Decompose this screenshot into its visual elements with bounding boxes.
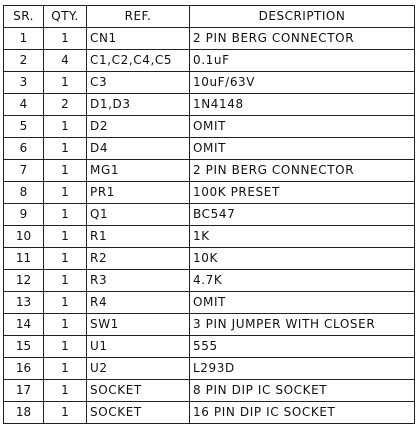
cell-ref: MG1	[87, 160, 190, 182]
cell-description: 8 PIN DIP IC SOCKET	[190, 380, 415, 402]
cell-ref: D2	[87, 116, 190, 138]
cell-qty: 4	[44, 50, 87, 72]
table-row	[4, 336, 415, 358]
cell-description: 1N4148	[190, 94, 415, 116]
cell-qty: 1	[44, 380, 87, 402]
header-description: DESCRIPTION	[190, 6, 415, 28]
cell-qty: 1	[44, 28, 87, 50]
cell-sr: 14	[4, 314, 44, 336]
cell-description: 2 PIN BERG CONNECTOR	[190, 160, 415, 182]
cell-qty: 1	[44, 204, 87, 226]
cell-sr: 9	[4, 204, 44, 226]
cell-ref: PR1	[87, 182, 190, 204]
cell-sr: 12	[4, 270, 44, 292]
cell-description: 3 PIN JUMPER WITH CLOSER	[190, 314, 415, 336]
table-row	[4, 182, 415, 204]
parts-list-table	[3, 5, 415, 424]
cell-qty: 1	[44, 248, 87, 270]
cell-description: 555	[190, 336, 415, 358]
cell-description: 2 PIN BERG CONNECTOR	[190, 28, 415, 50]
cell-qty: 1	[44, 72, 87, 94]
table-row	[4, 116, 415, 138]
table-row	[4, 50, 415, 72]
cell-description: 4.7K	[190, 270, 415, 292]
cell-qty: 1	[44, 402, 87, 424]
cell-ref: D4	[87, 138, 190, 160]
cell-ref: SW1	[87, 314, 190, 336]
cell-qty: 1	[44, 226, 87, 248]
table-row	[4, 292, 415, 314]
table-row	[4, 358, 415, 380]
cell-ref: R1	[87, 226, 190, 248]
table-header-row	[4, 6, 415, 28]
table-row	[4, 72, 415, 94]
table-row	[4, 248, 415, 270]
cell-qty: 1	[44, 358, 87, 380]
cell-sr: 16	[4, 358, 44, 380]
table-body	[4, 28, 415, 424]
cell-ref: R3	[87, 270, 190, 292]
cell-sr: 5	[4, 116, 44, 138]
cell-description: 0.1uF	[190, 50, 415, 72]
cell-description: OMIT	[190, 292, 415, 314]
cell-sr: 8	[4, 182, 44, 204]
cell-ref: C3	[87, 72, 190, 94]
cell-ref: R4	[87, 292, 190, 314]
cell-ref: SOCKET	[87, 380, 190, 402]
table-row	[4, 94, 415, 116]
cell-ref: D1,D3	[87, 94, 190, 116]
cell-sr: 11	[4, 248, 44, 270]
cell-description: OMIT	[190, 138, 415, 160]
cell-ref: SOCKET	[87, 402, 190, 424]
cell-ref: CN1	[87, 28, 190, 50]
header-ref: REF.	[87, 6, 190, 28]
cell-ref: R2	[87, 248, 190, 270]
cell-qty: 2	[44, 94, 87, 116]
cell-ref: C1,C2,C4,C5	[87, 50, 190, 72]
cell-qty: 1	[44, 138, 87, 160]
header-sr: SR.	[4, 6, 44, 28]
cell-description: L293D	[190, 358, 415, 380]
table-row	[4, 226, 415, 248]
cell-sr: 6	[4, 138, 44, 160]
cell-description: BC547	[190, 204, 415, 226]
cell-description: 100K PRESET	[190, 182, 415, 204]
cell-description: 16 PIN DIP IC SOCKET	[190, 402, 415, 424]
cell-sr: 3	[4, 72, 44, 94]
cell-sr: 10	[4, 226, 44, 248]
cell-sr: 4	[4, 94, 44, 116]
cell-ref: U1	[87, 336, 190, 358]
cell-sr: 1	[4, 28, 44, 50]
cell-sr: 17	[4, 380, 44, 402]
cell-sr: 2	[4, 50, 44, 72]
cell-qty: 1	[44, 116, 87, 138]
table-row	[4, 380, 415, 402]
cell-qty: 1	[44, 182, 87, 204]
cell-description: OMIT	[190, 116, 415, 138]
cell-description: 1K	[190, 226, 415, 248]
cell-description: 10uF/63V	[190, 72, 415, 94]
cell-sr: 15	[4, 336, 44, 358]
table-row	[4, 314, 415, 336]
cell-qty: 1	[44, 336, 87, 358]
table-row	[4, 204, 415, 226]
cell-sr: 13	[4, 292, 44, 314]
table-row	[4, 270, 415, 292]
table-row	[4, 28, 415, 50]
header-qty: QTY.	[44, 6, 87, 28]
table-row	[4, 402, 415, 424]
cell-description: 10K	[190, 248, 415, 270]
table-row	[4, 138, 415, 160]
cell-qty: 1	[44, 160, 87, 182]
cell-ref: Q1	[87, 204, 190, 226]
cell-qty: 1	[44, 314, 87, 336]
cell-qty: 1	[44, 270, 87, 292]
cell-qty: 1	[44, 292, 87, 314]
cell-sr: 7	[4, 160, 44, 182]
cell-ref: U2	[87, 358, 190, 380]
cell-sr: 18	[4, 402, 44, 424]
table-row	[4, 160, 415, 182]
